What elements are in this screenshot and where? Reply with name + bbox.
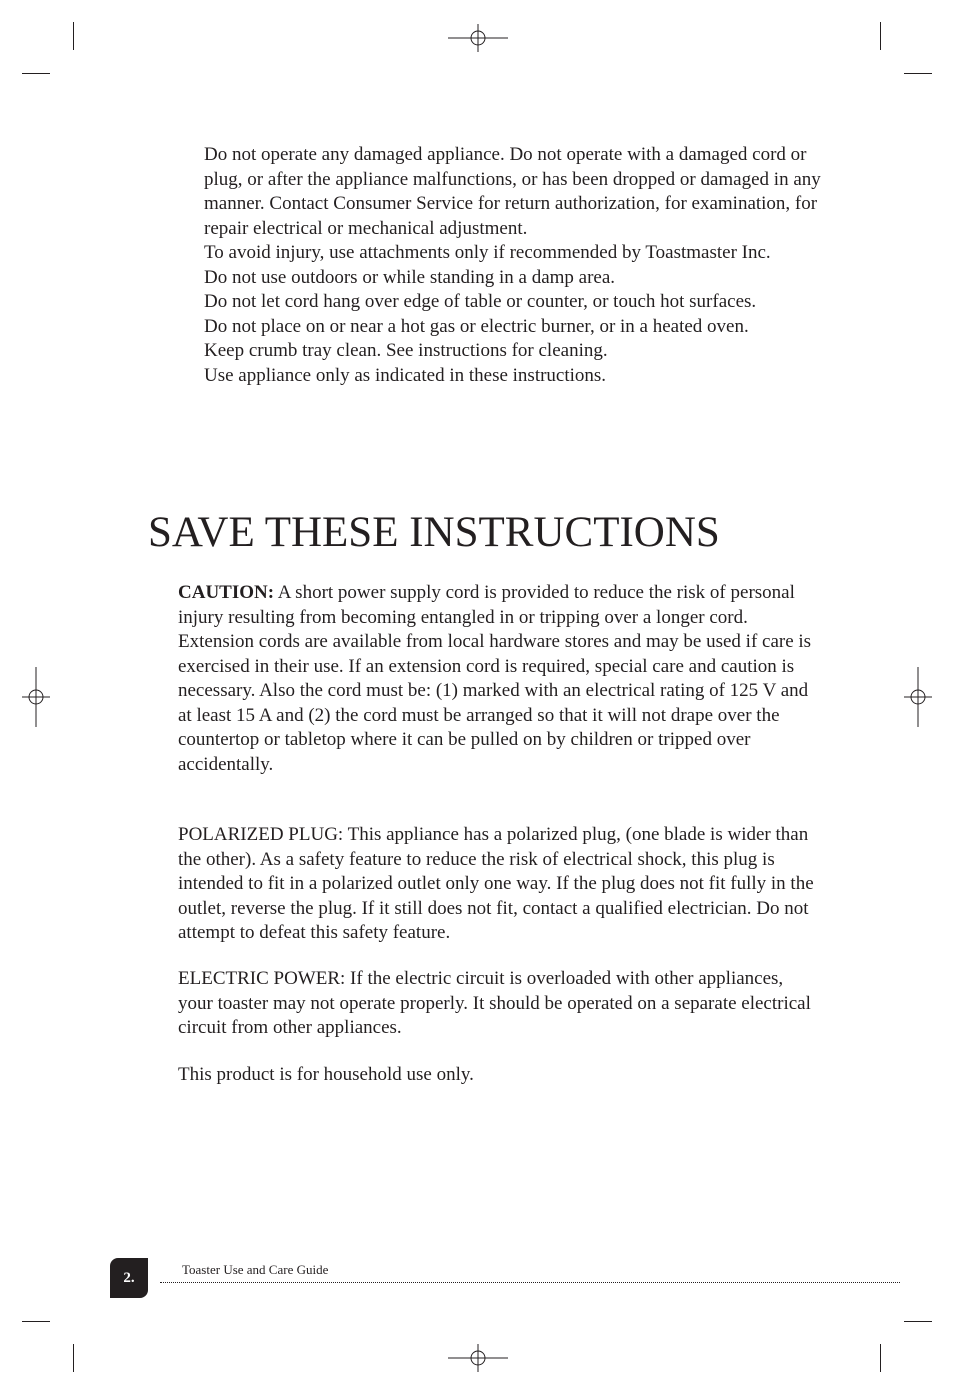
- safety-item: To avoid injury, use attachments only if recommended by Toastmaster Inc.: [204, 242, 771, 263]
- polarized-plug-paragraph: [178, 823, 818, 946]
- footer-title: Toaster Use and Care Guide: [182, 1262, 329, 1277]
- page-number-badge: 2.: [110, 1258, 148, 1298]
- registration-mark-bottom: [448, 1344, 508, 1377]
- registration-mark-right: [904, 667, 932, 732]
- polarized-plug-text: POLARIZED PLUG: This appliance has a polarized plug, (one blade is wider than the other). As a safety feature to reduce the risk of electrical shock, this plug is intended to fit in a polarized outlet only one way. If the plug does not fit fully in the outlet, reverse the plug. If it still does not fit, contact a qualified electrician. Do not attempt to defeat this safety feature.: [178, 824, 814, 943]
- crop-mark: [73, 22, 74, 50]
- safety-item: Keep crumb tray clean. See instructions for cleaning.: [204, 340, 608, 361]
- caution-paragraph: [178, 581, 818, 777]
- electric-power-paragraph: [178, 967, 818, 1041]
- caution-label: CAUTION:: [178, 582, 275, 603]
- electric-power-text: ELECTRIC POWER: If the electric circuit is overloaded with other appliances, your toaster may not operate properly. It should be operated on a separate electrical circuit from other appliances.: [178, 968, 811, 1038]
- safety-item: Do not let cord hang over edge of table or counter, or touch hot surfaces.: [204, 291, 757, 312]
- safety-item: Do not place on or near a hot gas or electric burner, or in a heated oven.: [204, 315, 749, 337]
- crop-mark: [904, 73, 932, 74]
- household-text: This product is for household use only.: [178, 1064, 474, 1085]
- registration-mark-top: [448, 24, 508, 57]
- safety-item: Do not use outdoors or while standing in a damp area.: [204, 266, 616, 288]
- safety-item: Use appliance only as indicated in these instructions.: [204, 364, 607, 386]
- safety-item: Do not operate any damaged appliance. Do not operate with a damaged cord or plug, or after the appliance malfunctions, or has been dropped or damaged in any manner. Contact Consumer Service for return authorization, for examination, for repair electrical or mechanical adjustment.: [204, 144, 821, 239]
- crop-mark: [22, 1321, 50, 1322]
- household-paragraph: [178, 1063, 818, 1088]
- crop-mark: [880, 22, 881, 50]
- crop-mark: [73, 1344, 74, 1372]
- crop-mark: [880, 1344, 881, 1372]
- footer-dotted-rule: [160, 1282, 900, 1283]
- registration-mark-left: [22, 667, 50, 732]
- caution-text: A short power supply cord is provided to reduce the risk of personal injury resulting from becoming entangled in or tripping over a longer cord. Extension cords are available from local hardware stores and may be used if care is exercised in their use. If an extension cord is required, special care and caution is necessary. Also the cord must be: (1) marked with an electrical rating of 125 V and at least 15 A and (2) the cord must be arranged so that it will not drape over the countertop or tabletop where it can be pulled on by children or tripped over accidentally.: [178, 582, 812, 775]
- crop-mark: [22, 73, 50, 74]
- safety-list: [204, 143, 824, 388]
- crop-mark: [904, 1321, 932, 1322]
- page-heading: SAVE THESE INSTRUCTIONS: [148, 509, 720, 556]
